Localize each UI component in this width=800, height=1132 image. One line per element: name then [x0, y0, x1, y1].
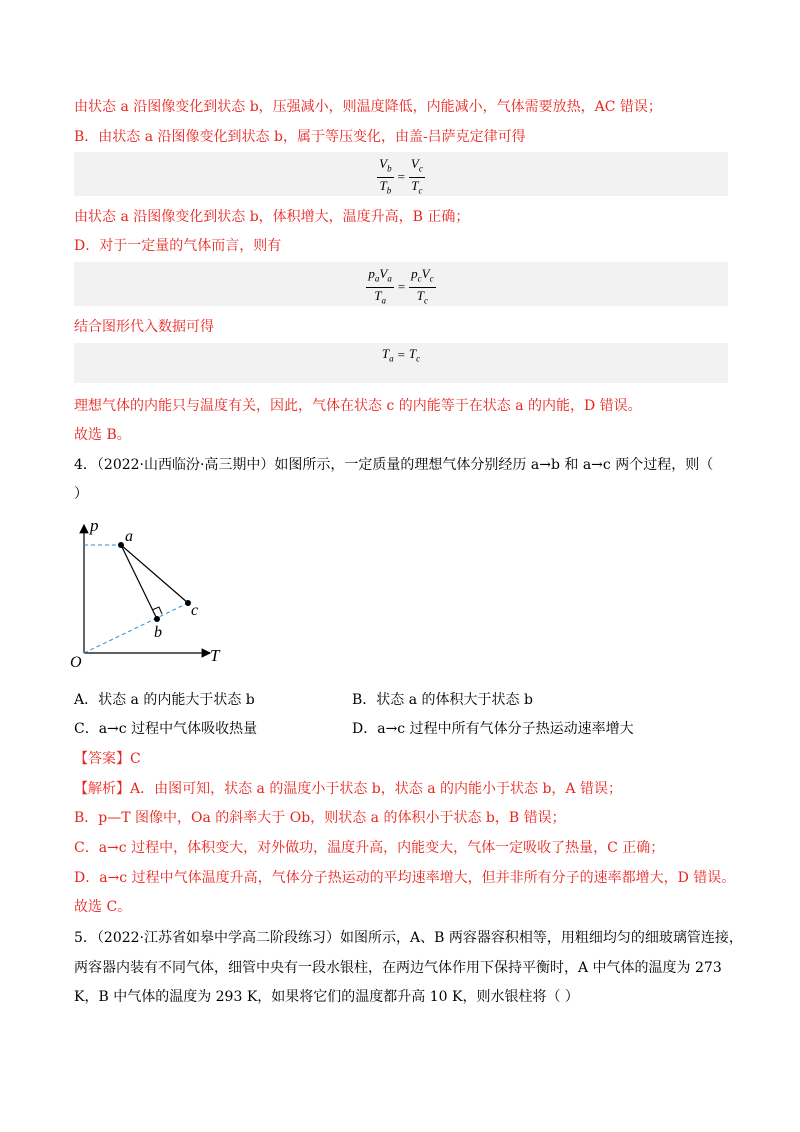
- point-a: [118, 542, 124, 548]
- formula-box: [74, 343, 728, 383]
- analysis-line: 故选 C。: [74, 899, 132, 915]
- origin-label: O: [70, 654, 82, 670]
- p-axis-label: p: [90, 516, 99, 535]
- process-a-b-line: [121, 545, 157, 619]
- answer: 【答案】C: [74, 751, 141, 767]
- option-c: C．a→c 过程中气体吸收热量: [74, 721, 258, 737]
- solution-line: D．对于一定量的气体而言，则有: [74, 238, 282, 254]
- question-4-stem: 4．（2022·山西临汾·高三期中）如图所示，一定质量的理想气体分别经历 a→b 和 a→c 两个过程，则（: [74, 457, 714, 473]
- analysis-text: A．由图可知，状态 a 的温度小于状态 b，状态 a 的内能小于状态 b，A 错误；: [130, 781, 622, 797]
- process-a-c-line: [121, 545, 188, 603]
- solution-line: 由状态 a 沿图像变化到状态 b，压强减小，则温度降低，内能减小，气体需要放热，AC 错误；: [74, 99, 662, 115]
- option-d: D．a→c 过程中所有气体分子热运动速率增大: [352, 721, 634, 737]
- analysis-line: D．a→c 过程中气体温度升高，气体分子热运动的平均速率增大，但并非所有分子的速率都增大，D 错误。: [74, 870, 736, 886]
- option-b: B．状态 a 的体积大于状态 b: [352, 692, 533, 708]
- formula-box: [74, 152, 728, 196]
- p-t-diagram: [70, 515, 240, 670]
- solution-line: B．由状态 a 沿图像变化到状态 b，属于等压变化，由盖-吕萨克定律可得: [74, 129, 526, 145]
- point-c-label: c: [191, 602, 199, 619]
- option-a: A．状态 a 的内能大于状态 b: [74, 692, 255, 708]
- solution-line: 故选 B。: [74, 427, 131, 443]
- solution-line: 结合图形代入数据可得: [74, 319, 214, 335]
- t-axis-label: T: [210, 646, 220, 665]
- point-a-label: a: [125, 528, 133, 545]
- point-b: [154, 616, 160, 622]
- question-5-stem: 5．（2022·江苏省如皋中学高二阶段练习）如图所示，A、B 两容器容积相等，用粗细均匀的细玻璃管连接，: [74, 930, 743, 946]
- question-4-stem-cont: ）: [74, 486, 88, 502]
- question-5-stem: K，B 中气体的温度为 293 K，如果将它们的温度都升高 10 K，则水银柱将（ ）: [74, 989, 579, 1005]
- analysis-line: B．p—T 图像中，Oa 的斜率大于 Ob，则状态 a 的体积小于状态 b，B 错误；: [74, 810, 566, 826]
- point-b-label: b: [154, 624, 162, 641]
- formula-gas-law: $\frac{p_aV_a}{T_a}$ = $\frac{p_cV_c}{T_c}$: [368, 266, 434, 306]
- formula-gay-lussac: $\frac{V_b}{T_b}$ = $\frac{V_c}{T_c}$: [379, 156, 423, 196]
- analysis-line: C．a→c 过程中，体积变大，对外做功，温度升高，内能变大，气体一定吸收了热量，C 正确；: [74, 840, 665, 856]
- solution-line: 理想气体的内能只与温度有关，因此，气体在状态 c 的内能等于在状态 a 的内能，D 错误。: [74, 398, 642, 414]
- formula-temperature: $T_a = T_c$: [381, 346, 421, 364]
- analysis-line: [74, 779, 622, 799]
- isochore-dashed-line: [84, 603, 188, 653]
- solution-line: 由状态 a 沿图像变化到状态 b，体积增大，温度升高，B 正确；: [74, 209, 470, 225]
- formula-box: [74, 262, 728, 306]
- analysis-tag: 【解析】: [74, 781, 130, 797]
- question-5-stem: 两容器内装有不同气体，细管中央有一段水银柱，在两边气体作用下保持平衡时，A 中气体的温度为 273: [74, 960, 722, 976]
